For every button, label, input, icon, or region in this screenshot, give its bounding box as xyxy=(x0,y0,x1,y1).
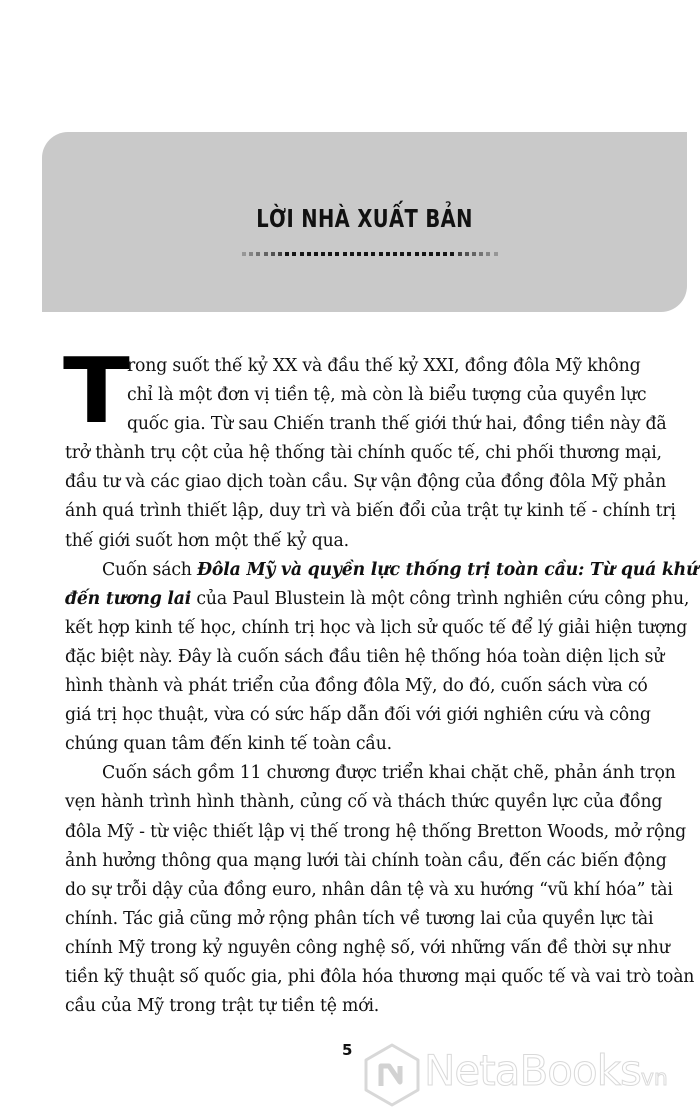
body-text xyxy=(63,338,699,1021)
underline-dot xyxy=(407,252,411,256)
watermark-brand xyxy=(424,1046,668,1095)
text-line: cầu của Mỹ trong trật tự tiền tệ mới. xyxy=(65,996,380,1017)
text-line: vẹn hành trình hình thành, củng cố và thách thức quyền lực của đồng xyxy=(65,792,663,813)
underline-dot xyxy=(472,252,476,256)
underline-dot xyxy=(486,252,490,256)
underline-dot xyxy=(271,252,275,256)
text-line: kết hợp kinh tế học, chính trị học và lịch sử quốc tế để lý giải hiện tượng xyxy=(65,617,688,638)
underline-dot xyxy=(350,252,354,256)
underline-dot xyxy=(479,252,483,256)
underline-dot xyxy=(314,252,318,256)
watermark-domain-suffix: vn xyxy=(640,1066,668,1091)
underline-dot xyxy=(300,252,304,256)
text-line: chính. Tác giả cũng mở rộng phân tích về tương lai của quyền lực tài xyxy=(65,908,654,929)
underline-dot xyxy=(443,252,447,256)
underline-dot xyxy=(364,252,368,256)
text-line: đầu tư và các giao dịch toàn cầu. Sự vận động của đồng đôla Mỹ phản xyxy=(65,472,667,493)
text-run: của Paul Blustein là một công trình nghiên cứu công phu, xyxy=(196,588,690,609)
underline-dot xyxy=(343,252,347,256)
text-line: đặc biệt này. Đây là cuốn sách đầu tiên hệ thống hóa toàn diện lịch sử xyxy=(65,646,665,667)
section-header-banner xyxy=(42,132,687,312)
underline-dot xyxy=(256,252,260,256)
underline-dot xyxy=(242,252,246,256)
text-line xyxy=(65,556,699,585)
underline-dot xyxy=(494,252,498,256)
underline-dot xyxy=(264,252,268,256)
text-line: chúng quan tâm đến kinh tế toàn cầu. xyxy=(65,734,392,755)
paragraph-1 xyxy=(63,338,676,556)
text-line: đôla Mỹ - từ việc thiết lập vị thế trong hệ thống Bretton Woods, mở rộng xyxy=(65,821,687,842)
underline-dot xyxy=(429,252,433,256)
underline-dot xyxy=(393,252,397,256)
text-run: Cuốn sách xyxy=(102,559,192,580)
text-line: giá trị học thuật, vừa có sức hấp dẫn đối với giới nghiên cứu và công xyxy=(65,705,651,726)
text-line: trở thành trụ cột của hệ thống tài chính quốc tế, chi phối thương mại, xyxy=(65,443,662,464)
text-line: tiền kỹ thuật số quốc gia, phi đôla hóa thương mại quốc tế và vai trò toàn xyxy=(65,966,695,987)
underline-dot xyxy=(415,252,419,256)
text-line xyxy=(65,585,690,614)
underline-dot xyxy=(328,252,332,256)
text-line: Cuốn sách gồm 11 chương được triển khai chặt chẽ, phản ánh trọn xyxy=(102,763,676,784)
text-line: hình thành và phát triển của đồng đôla Mỹ, do đó, cuốn sách vừa có xyxy=(65,676,648,697)
book-title-italic: đến tương lai xyxy=(65,588,192,609)
underline-dot xyxy=(249,252,253,256)
underline-dot xyxy=(450,252,454,256)
underline-dot xyxy=(321,252,325,256)
underline-dot xyxy=(465,252,469,256)
underline-dot xyxy=(285,252,289,256)
paragraph-3 xyxy=(65,759,695,1021)
underline-dot xyxy=(436,252,440,256)
book-title-italic: Đôla Mỹ và quyền lực thống trị toàn cầu: Từ quá khứ xyxy=(197,559,699,580)
watermark-brand-name: NetaBooks xyxy=(424,1046,641,1095)
underline-dot xyxy=(422,252,426,256)
text-line: thế giới suốt hơn một thế kỷ qua. xyxy=(65,530,349,551)
netabooks-logo-icon xyxy=(362,1042,422,1108)
underline-dot xyxy=(458,252,462,256)
netabooks-watermark xyxy=(362,1040,692,1110)
text-line: do sự trỗi dậy của đồng euro, nhân dân tệ và xu hướng “vũ khí hóa” tài xyxy=(65,879,673,900)
text-line: chỉ là một đơn vị tiền tệ, mà còn là biểu tượng của quyền lực xyxy=(127,385,647,406)
underline-dot xyxy=(307,252,311,256)
section-title: LỜI NHÀ XUẤT BẢN xyxy=(256,204,473,233)
page-number: 5 xyxy=(342,1041,353,1059)
text-line: ánh quá trình thiết lập, duy trì và biến đổi của trật tự kinh tế - chính trị xyxy=(65,501,676,522)
drop-cap: T xyxy=(63,338,130,444)
underline-dot xyxy=(371,252,375,256)
underline-dot xyxy=(335,252,339,256)
title-dotted-underline xyxy=(242,252,498,256)
underline-dot xyxy=(400,252,404,256)
underline-dot xyxy=(379,252,383,256)
text-line: quốc gia. Từ sau Chiến tranh thế giới thứ hai, đồng tiền này đã xyxy=(127,414,667,435)
underline-dot xyxy=(386,252,390,256)
text-line: ảnh hưởng thông qua mạng lưới tài chính toàn cầu, đến các biến động xyxy=(65,850,667,871)
text-line: chính Mỹ trong kỷ nguyên công nghệ số, với những vấn đề thời sự như xyxy=(65,937,670,958)
text-line: rong suốt thế kỷ XX và đầu thế kỷ XXI, đồng đôla Mỹ không xyxy=(127,356,641,376)
underline-dot xyxy=(357,252,361,256)
underline-dot xyxy=(278,252,282,256)
underline-dot xyxy=(292,252,296,256)
paragraph-2 xyxy=(65,556,699,760)
